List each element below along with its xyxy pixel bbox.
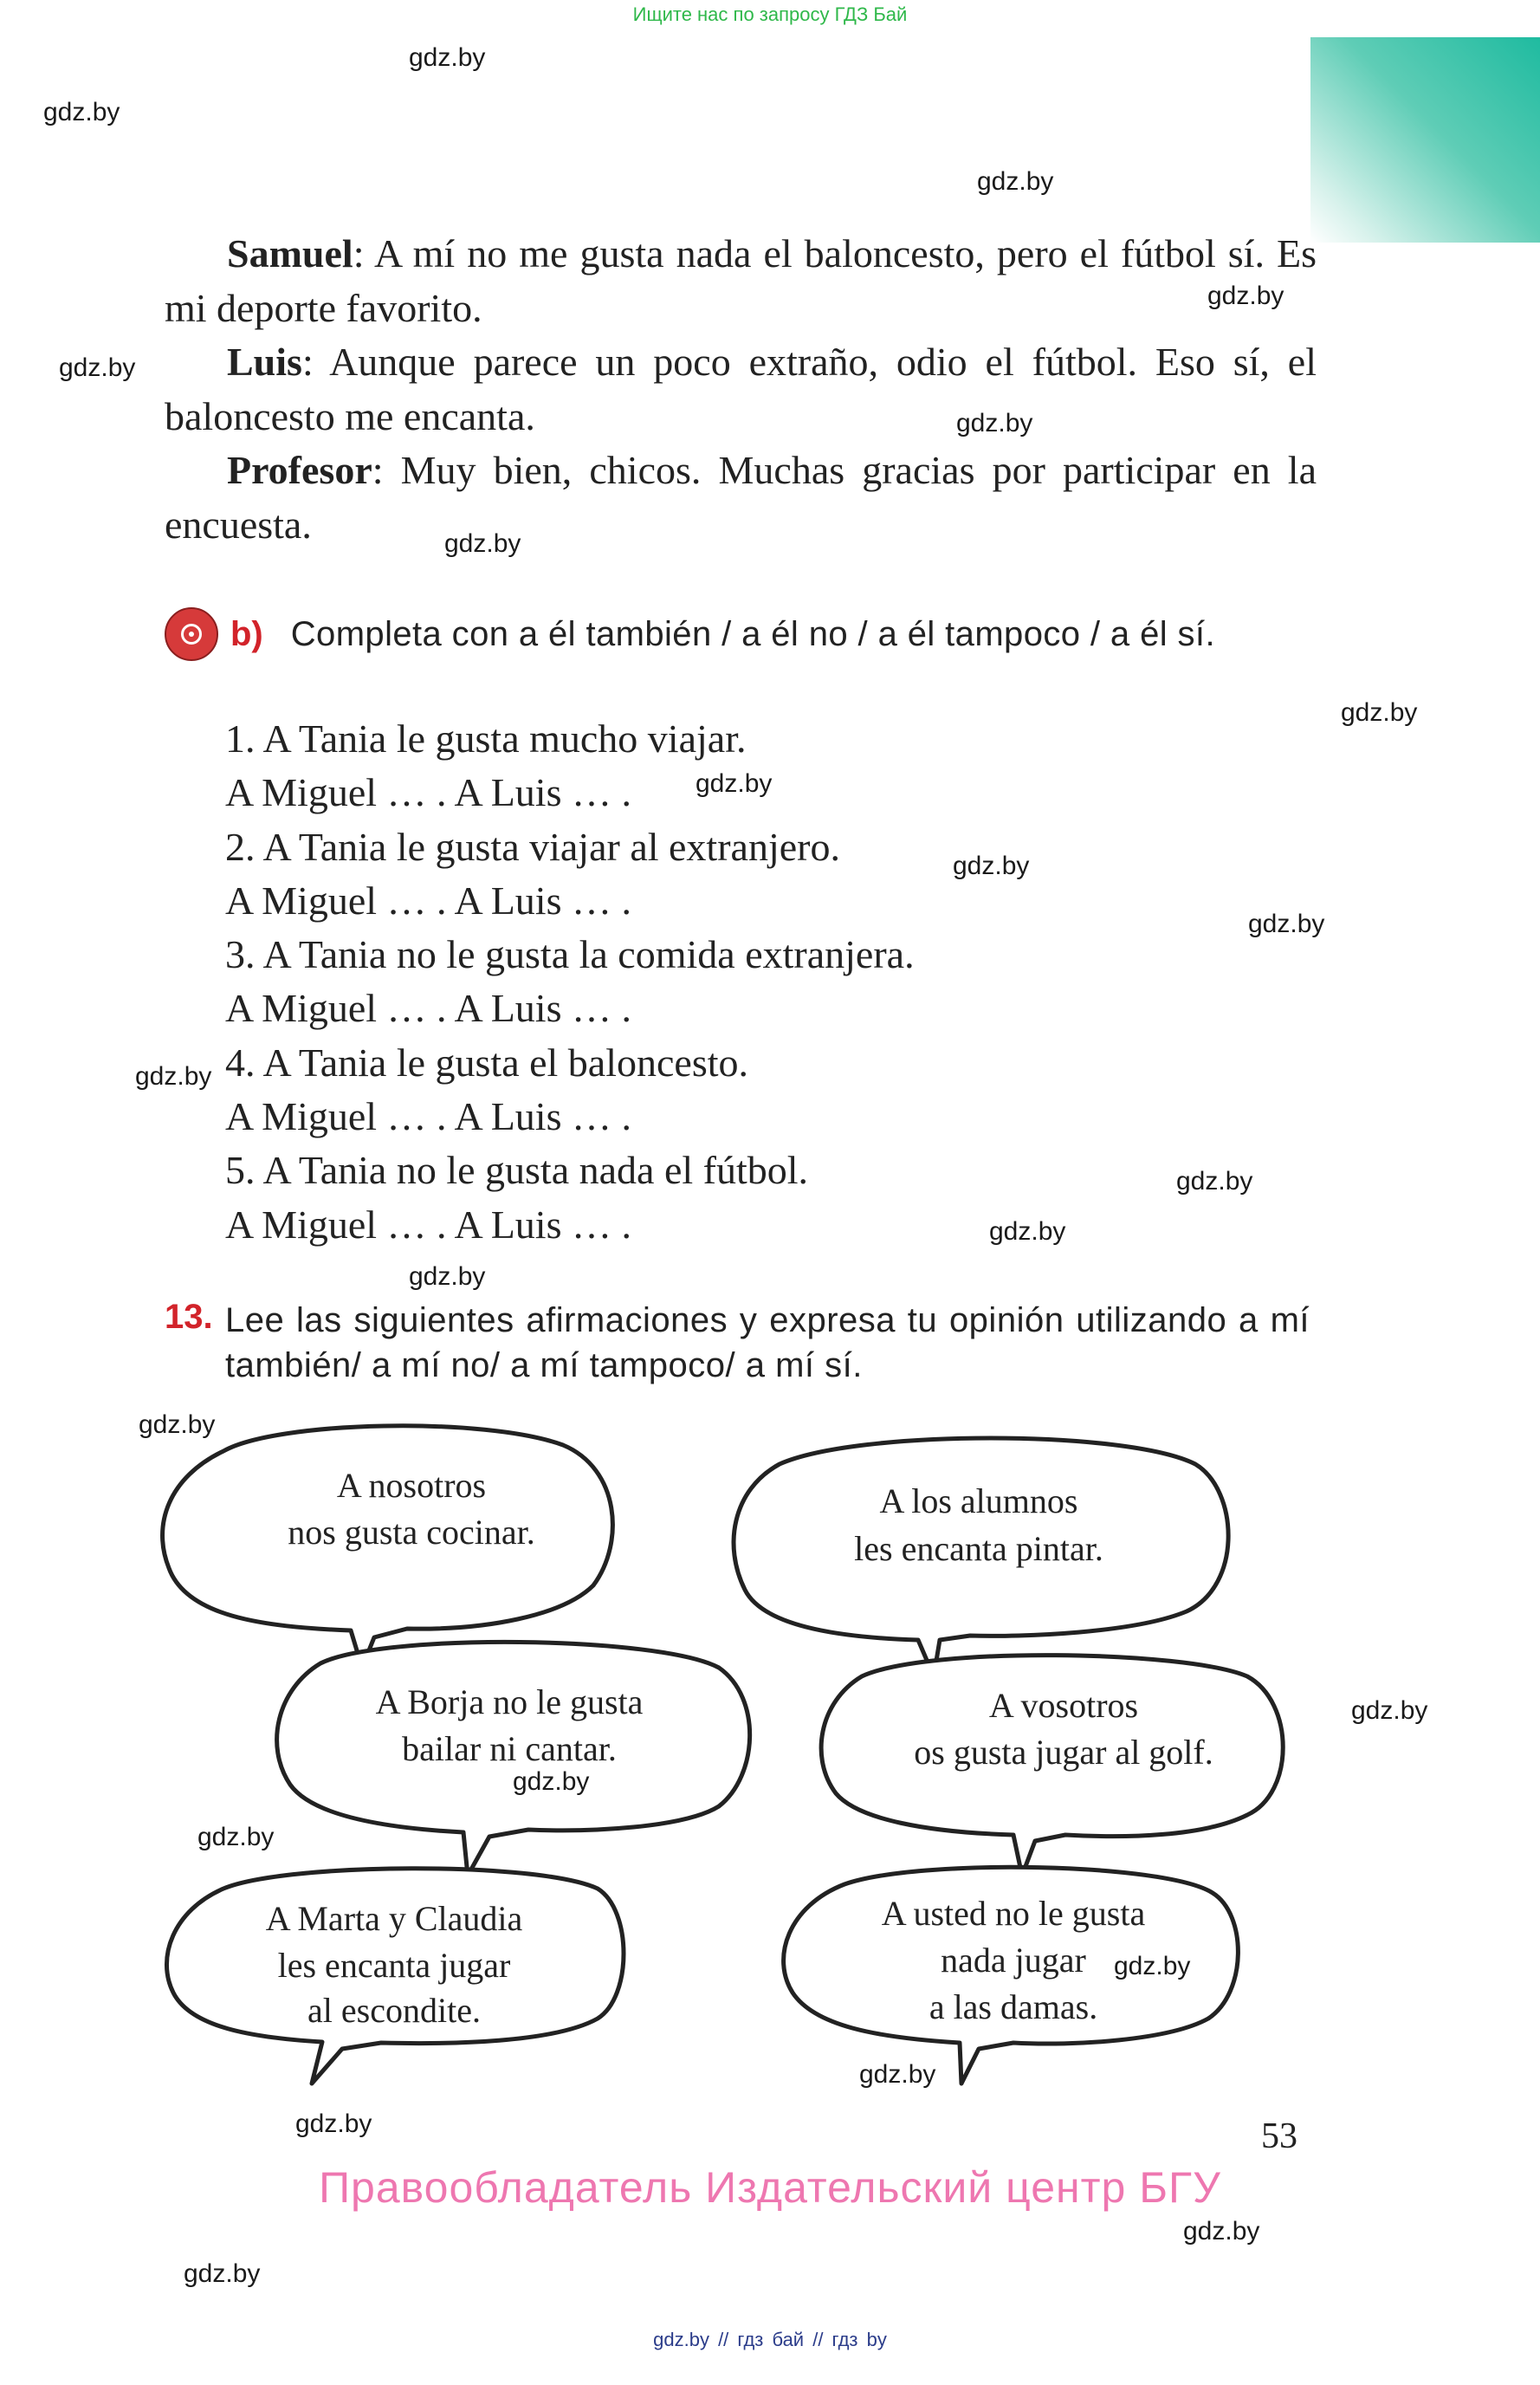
exercise-sentence: 4. A Tania le gusta el baloncesto. [225,1040,749,1085]
watermark: gdz.by [1351,1696,1428,1725]
watermark: gdz.by [859,2060,936,2089]
bubble-line: A los alumnos [879,1481,1078,1520]
top-banner[interactable]: Ищите нас по запросу ГДЗ Бай [632,3,908,25]
watermark: gdz.by [1341,698,1418,727]
watermark: gdz.by [444,529,521,558]
exercise-sentence: 2. A Tania le gusta viajar al extranjero. [225,824,840,869]
watermark: gdz.by [295,2110,372,2138]
bubble-line: nada jugar [941,1941,1086,1980]
bubble-line: a las damas. [929,1987,1098,2026]
watermark: gdz.by [977,167,1054,196]
watermark: gdz.by [989,1217,1066,1246]
page-number: 53 [1261,2116,1297,2156]
watermark: gdz.by [1176,1167,1253,1196]
speaker-name: Samuel [227,231,353,275]
bottom-links[interactable]: gdz.by // гдз бай // гдз by [653,2329,887,2350]
speaker-name: Luis [227,340,302,384]
dialog-text: : A mí no me gusta nada el baloncesto, pero el fútbol sí. Es mi deporte favorito. [165,231,1317,330]
bubble-line: os gusta jugar al golf. [914,1733,1213,1772]
speaker-name: Profesor [227,448,372,492]
task-13-instruction: Lee las siguientes afirmaciones y expresa tu opinión utilizando a mí también/ a mí no/ a mí tampoco/ a mí sí. [225,1301,1310,1384]
watermark: gdz.by [409,43,486,72]
exercise-sentence: 3. A Tania no le gusta la comida extranjera. [225,932,915,977]
task-b-instruction: Completa con a él también / a él no / a él tampoco / a él sí. [290,614,1215,653]
exercise-answer-line: A Miguel … . A Luis … . [225,1094,631,1139]
exercise-answer-line: A Miguel … . A Luis … . [225,986,631,1031]
exercise-answer-line: A Miguel … . A Luis … . [225,878,631,923]
watermark: gdz.by [513,1767,590,1796]
watermark: gdz.by [953,852,1030,880]
bubble-line: A Borja no le gusta [375,1682,644,1721]
bubble-line: A nosotros [336,1466,487,1505]
bubble-line: al escondite. [307,1991,481,2030]
exercise-answer-line: A Miguel … . A Luis … . [225,770,631,815]
exercise-answer-line: A Miguel … . A Luis … . [225,1202,631,1247]
watermark: gdz.by [1114,1952,1191,1980]
copyright-notice: Правообладатель Издательский центр БГУ [319,2163,1221,2212]
bubble-line: les encanta pintar. [854,1529,1103,1568]
bubble-line: A usted no le gusta [881,1894,1146,1933]
watermark: gdz.by [956,409,1033,437]
watermark: gdz.by [139,1410,216,1439]
bubble-line: A Marta y Claudia [265,1899,523,1938]
bubble-line: nos gusta cocinar. [288,1513,535,1552]
task-b-letter: b) [230,614,263,653]
watermark: gdz.by [1183,2217,1260,2246]
watermark: gdz.by [184,2259,261,2288]
watermark: gdz.by [1207,282,1284,310]
bubble-line: bailar ni cantar. [402,1729,617,1768]
bubble-line: A vosotros [988,1686,1139,1725]
exercise-sentence: 1. A Tania le gusta mucho viajar. [225,716,747,761]
watermark: gdz.by [197,1823,275,1851]
task-13-number: 13. [165,1298,213,1336]
watermark: gdz.by [43,98,120,126]
dialog-text: : Aunque parece un poco extraño, odio el fútbol. Eso sí, el baloncesto me encanta. [165,340,1317,438]
watermark: gdz.by [1248,910,1325,938]
watermark: gdz.by [135,1062,212,1091]
bubble-line: les encanta jugar [277,1946,511,1985]
watermark: gdz.by [409,1262,486,1291]
watermark: gdz.by [59,353,136,382]
dialog-text: : Muy bien, chicos. Muchas gracias por participar en la encuesta. [165,448,1317,547]
exercise-sentence: 5. A Tania no le gusta nada el fútbol. [225,1148,809,1193]
watermark: gdz.by [696,769,773,798]
